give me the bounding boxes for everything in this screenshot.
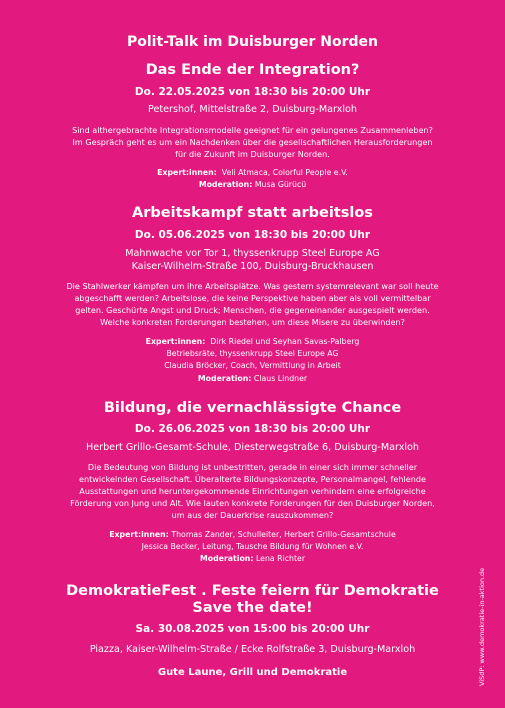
fest-tagline: Gute Laune, Grill und Demokratie: [157, 667, 348, 678]
experts-line: [0, 529, 505, 541]
event-2-title: Arbeitskampf statt arbeitslos: [132, 205, 373, 221]
fest-title: [0, 583, 505, 617]
moderation-label: Moderation:: [197, 373, 252, 383]
description-line: Die Stahlwerker kämpfen um ihre Arbeitsplätze. Was gestern systemrelevant war soll heute: [66, 281, 439, 291]
event-3-description: [0, 461, 505, 521]
description-line: abgeschafft werden? Arbeitslose, die keine Perspektive haben aber als voll vermittelbar: [74, 293, 431, 303]
moderation-line: [0, 373, 505, 385]
venue-line: Kaiser-Wilhelm-Straße 100, Duisburg-Bruckhausen: [131, 261, 374, 272]
moderation-label: Moderation:: [199, 554, 254, 564]
experts-label: Expert:innen:: [109, 530, 169, 539]
moderator-name: Musa Gürücü: [254, 180, 307, 190]
description-line: Im Gespräch geht es um ein Nachdenken über die gesellschaftlichen Herausforderungen: [72, 137, 433, 147]
description-line: für die Zukunft im Duisburger Norden.: [175, 149, 330, 159]
event-1-speakers: [0, 167, 505, 191]
experts-label: Expert:innen:: [145, 337, 206, 346]
description-line: Sind althergebrachte Integrationsmodelle geeignet für ein gelungenes Zusammenleben?: [72, 125, 433, 135]
event-2-date: Do. 05.06.2025 von 18:30 bis 20:00 Uhr: [134, 229, 371, 241]
imprint-text: ViSdP: www.demokratie-in-aktion.de: [478, 567, 486, 686]
description-line: Ausstattungen und heruntergekommende Einrichtungen verhindern eine erfolgreiche: [79, 486, 426, 496]
event-2-speakers: [0, 336, 505, 385]
expert-name: Thomas Zander, Schulleiter, Herbert Grillo-Gesamtschule: [171, 530, 396, 539]
event-3-venue: [0, 442, 505, 453]
event-3-title: Bildung, die vernachlässigte Chance: [103, 400, 402, 416]
venue-line: Mahnwache vor Tor 1, thyssenkrupp Steel Europe AG: [125, 248, 380, 259]
experts-line: [0, 167, 505, 179]
event-3-speakers: [0, 529, 505, 566]
moderator-name: Lena Richter: [255, 554, 306, 564]
expert-name: Claudia Bröcker, Coach, Vermittlung in Arbeit: [164, 361, 341, 371]
moderation-label: Moderation:: [198, 180, 253, 190]
event-1-description: [0, 124, 505, 160]
venue-line: Petershof, Mittelstraße 2, Duisburg-Marxloh: [148, 104, 357, 115]
experts-label: Expert:innen:: [157, 168, 217, 177]
event-2-venue: [0, 247, 505, 273]
experts-line: [0, 336, 505, 348]
description-line: um aus der Dauerkrise rauszukommen?: [171, 510, 334, 520]
expert-name: Veli Atmaca, Colorful People e.V.: [221, 168, 348, 177]
fest-venue: Piazza, Kaiser-Wilhelm-Straße / Ecke Rolfstraße 3, Duisburg-Marxloh: [89, 644, 416, 655]
event-2-description: [0, 280, 505, 328]
description-line: entwickelnden Gesellschaft. Überalterte Bildungskonzepte, Personalmangel, fehlende: [79, 474, 426, 484]
moderator-name: Claus Lindner: [253, 373, 308, 383]
moderation-line: [0, 179, 505, 191]
fest-subtitle: Save the date!: [192, 600, 313, 616]
event-3-date: Do. 26.06.2025 von 18:30 bis 20:00 Uhr: [134, 423, 371, 435]
expert-name: Betriebsräte, thyssenkrupp Steel Europe AG: [166, 349, 339, 359]
event-1-title: Das Ende der Integration?: [145, 62, 360, 78]
page-title: Polit-Talk im Duisburger Norden: [127, 34, 378, 50]
expert-name: Dirk Riedel und Seyhan Savas-Palberg: [210, 337, 360, 346]
moderation-line: [0, 553, 505, 565]
description-line: Welche konkreten Forderungen bestehen, um diese Misere zu überwinden?: [100, 317, 405, 327]
event-1-venue: [0, 104, 505, 115]
fest-date: Sa. 30.08.2025 von 15:00 bis 20:00 Uhr: [135, 623, 370, 635]
venue-line: Herbert Grillo-Gesamt-Schule, Diesterwegstraße 6, Duisburg-Marxloh: [86, 442, 419, 453]
fest-title-line: DemokratieFest . Feste feiern für Demokratie: [66, 583, 439, 599]
event-1-date: Do. 22.05.2025 von 18:30 bis 20:00 Uhr: [134, 86, 371, 98]
expert-name: Jessica Becker, Leitung, Tausche Bildung für Wohnen e.V.: [141, 542, 364, 552]
description-line: gelten. Geschürte Angst und Druck; Menschen, die gegeneinander ausgespielt werden.: [75, 305, 430, 315]
description-line: Förderung von Jung und Alt. Wie lauten konkrete Forderungen für den Duisburger Norden,: [70, 498, 435, 508]
description-line: Die Bedeutung von Bildung ist unbestritten, gerade in einer sich immer schneller: [87, 462, 418, 472]
